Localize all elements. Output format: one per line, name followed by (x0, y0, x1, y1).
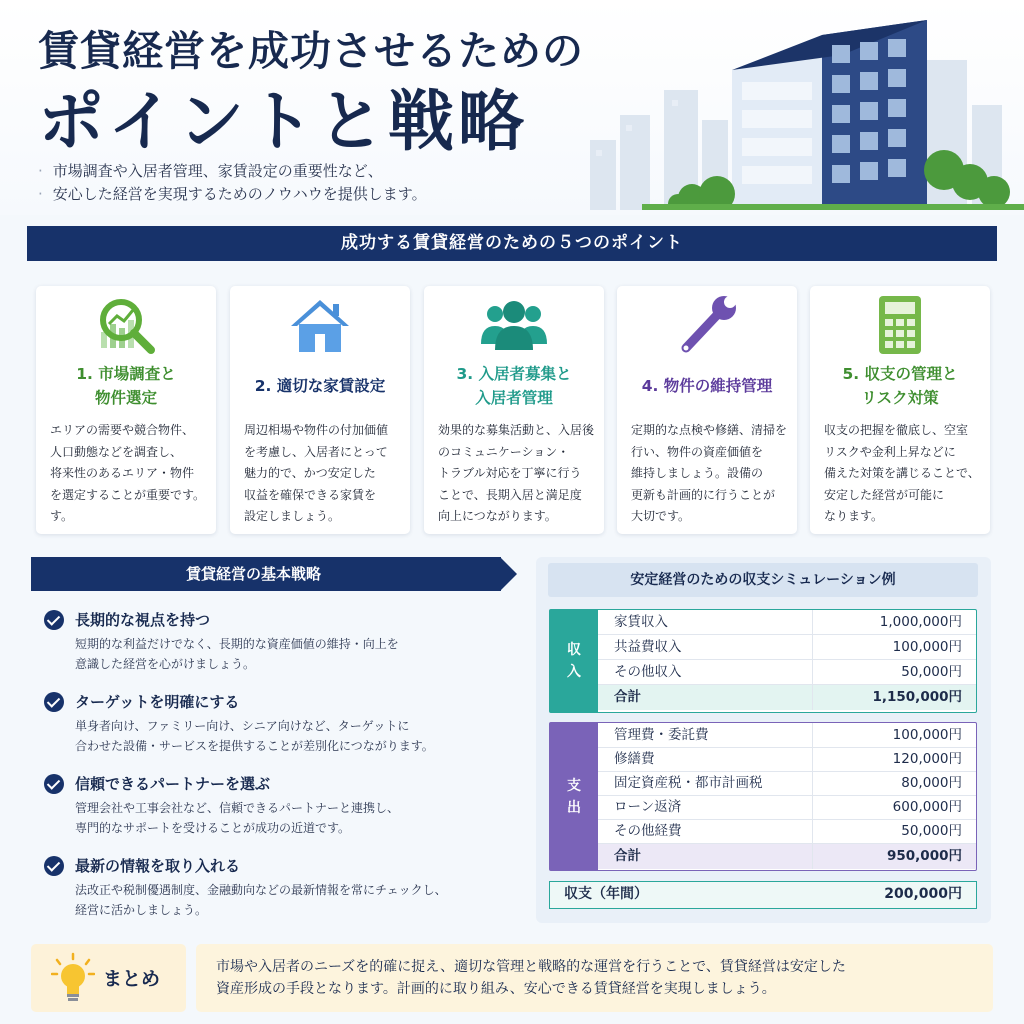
row-name: 合計 (614, 689, 641, 705)
row-name: 家賃収入 (614, 614, 668, 630)
row-name: 管理費・委託費 (614, 727, 709, 743)
row-value: 600,000円 (812, 795, 962, 820)
summary-text (196, 944, 993, 1012)
text-line: 短期的な利益だけでなく、長期的な資産価値の維持・向上を (75, 637, 399, 651)
text-line: 更新も計画的に行うことが (631, 487, 776, 502)
row-value: 1,000,000円 (812, 610, 962, 635)
text-line: 行い、物件の資産価値を (631, 444, 764, 459)
text-line: 経営に活かしましょう。 (75, 903, 208, 917)
summary-line: 資産形成の手段となります。計画的に取り組み、安心できる賃貸経営を実現しましょう。 (216, 981, 776, 997)
house-icon (230, 294, 410, 358)
row-value: 120,000円 (812, 747, 962, 772)
people-icon (424, 294, 604, 358)
strategy-heading: 賃貸経営の基本戦略 (31, 557, 501, 591)
page-title-line2: ポイントと戦略 (38, 83, 528, 160)
wrench-icon (617, 294, 797, 358)
text-line: 効果的な募集活動と、入居後 (438, 423, 595, 437)
income-total-row (598, 685, 976, 710)
text-line: 意識した経営を心がけましょう。 (75, 657, 256, 671)
summary-label: まとめ (103, 968, 161, 990)
magnifier-chart-icon (36, 294, 216, 358)
point-card-text (438, 420, 596, 528)
strategy-item-title: 長期的な視点を持つ (75, 611, 211, 629)
point-card-title (621, 360, 793, 412)
strategy-heading-arrow (500, 557, 517, 591)
point-card-finance (810, 286, 990, 534)
check-circle-icon (44, 692, 64, 712)
text-line: 法改正や税制優遇制度、金融動向などの最新情報を常にチェックし、 (75, 883, 447, 897)
title-line: 2. 適切な家賃設定 (254, 377, 386, 395)
label-char: 収 (567, 642, 581, 658)
table-row (598, 795, 976, 820)
lightbulb-icon (51, 952, 95, 1004)
expense-table (549, 722, 977, 871)
row-name: 合計 (614, 848, 641, 864)
row-value: 1,150,000円 (812, 685, 962, 710)
strategy-item-text (75, 634, 514, 674)
text-line: 定期的な点検や修繕、清掃を (631, 423, 788, 437)
row-value: 50,000円 (812, 819, 962, 844)
text-line: を選定することが重要です。 (50, 487, 206, 502)
summary-label-box (31, 944, 186, 1012)
strategy-item-text (75, 798, 514, 838)
title-line: 5. 収支の管理と (842, 365, 958, 383)
simulation-panel (536, 557, 991, 923)
text-line: 専門的なサポートを受けることが成功の近道です。 (75, 821, 351, 835)
summary-line: 市場や入居者のニーズを的確に捉え、適切な管理と戦略的な運営を行うことで、賃貸経営は安定した (216, 959, 846, 975)
text-line: リスクや金利上昇などに (824, 444, 956, 459)
page-title-line1: 賃貸経営を成功させるための (38, 27, 584, 75)
text-line: す。 (50, 509, 74, 523)
point-card-rent (230, 286, 410, 534)
point-card-text (631, 420, 789, 528)
row-name: ローン返済 (614, 799, 682, 815)
text-line: 安定した経営が可能に (824, 487, 945, 502)
point-card-maintenance (617, 286, 797, 534)
hero-section (0, 0, 1024, 215)
point-card-market (36, 286, 216, 534)
check-circle-icon (44, 856, 64, 876)
row-value: 100,000円 (812, 635, 962, 660)
point-card-text (824, 420, 982, 528)
text-line: 設定しましょう。 (244, 509, 341, 523)
text-line: 管理会社や工事会社など、信頼できるパートナーと連携し、 (75, 801, 400, 815)
table-row (598, 747, 976, 772)
point-card-tenant (424, 286, 604, 534)
subtitle-line: · 安心した経営を実現するためのノウハウを提供します。 (38, 183, 427, 206)
row-value: 100,000円 (812, 723, 962, 748)
net-label: 収支（年間） (564, 886, 648, 902)
text-line: 魅力的で、かつ安定した (244, 466, 376, 480)
text-line: 単身者向け、ファミリー向け、シニア向けなど、ターゲットに (75, 719, 410, 733)
label-char: 支 (567, 777, 581, 794)
row-value: 80,000円 (812, 771, 962, 796)
title-line: 1. 市場調査と (76, 365, 176, 383)
strategy-item-text (75, 880, 514, 920)
strategy-item-text (75, 716, 514, 756)
text-line: 大切です。 (631, 509, 691, 523)
table-row (598, 819, 976, 844)
row-name: その他経費 (614, 823, 682, 839)
title-line: リスク対策 (861, 389, 939, 407)
text-line: 人口動態などを調査し、 (50, 444, 183, 459)
text-line: 向上につながります。 (438, 509, 557, 523)
text-line: なります。 (824, 509, 884, 523)
title-line: 入居者管理 (475, 389, 553, 407)
strategy-item-title: 信頼できるパートナーを選ぶ (75, 775, 271, 793)
strategy-item-title: ターゲットを明確にする (75, 693, 240, 711)
strategy-item (44, 608, 514, 674)
text-line: 収益を確保できる家賃を (244, 487, 377, 502)
check-circle-icon (44, 610, 64, 630)
strategy-item (44, 690, 514, 756)
calculator-icon (810, 294, 990, 358)
table-row (598, 723, 976, 748)
text-line: のコミュニケーション・ (438, 444, 570, 459)
text-line: 合わせた設備・サービスを提供することが差別化につながります。 (75, 739, 434, 753)
text-line: エリアの需要や競合物件、 (50, 423, 195, 437)
table-row (598, 660, 976, 685)
point-card-title (234, 360, 406, 412)
text-line: 収支の把握を徹底し、空室 (824, 423, 969, 437)
text-line: 備えた対策を講じることで、 (824, 466, 980, 480)
text-line: 周辺相場や物件の付加価値 (244, 423, 389, 437)
text-line: を考慮し、入居者にとって (244, 444, 388, 459)
simulation-heading: 安定経営のための収支シミュレーション例 (548, 563, 978, 597)
row-name: 修繕費 (614, 751, 655, 767)
point-card-text (50, 420, 208, 528)
strategy-item (44, 772, 514, 838)
row-name: 共益費収入 (614, 639, 682, 655)
point-card-text (244, 420, 402, 528)
net-value: 200,000円 (884, 886, 962, 902)
row-value: 50,000円 (812, 660, 962, 685)
row-name: その他収入 (614, 664, 682, 680)
income-table (549, 609, 977, 713)
points-heading: 成功する賃貸経営のための５つのポイント (27, 226, 997, 261)
net-balance-row (549, 881, 977, 909)
text-line: ことで、長期入居と満足度 (438, 487, 582, 502)
subtitle-line: · 市場調査や入居者管理、家賃設定の重要性など、 (38, 160, 427, 183)
text-line: 将来性のあるエリア・物件 (50, 466, 195, 480)
label-char: 出 (567, 799, 581, 816)
text-line: 維持しましょう。設備の (631, 466, 764, 480)
page-subtitle (38, 160, 427, 206)
title-line: 3. 入居者募集と (456, 365, 572, 383)
expense-total-row (598, 844, 976, 869)
text-line: トラブル対応を丁寧に行う (438, 466, 582, 480)
strategy-item-title: 最新の情報を取り入れる (75, 857, 241, 875)
label-char: 入 (567, 664, 581, 680)
strategy-item (44, 854, 514, 920)
point-card-title (428, 360, 600, 412)
table-row (598, 610, 976, 635)
check-circle-icon (44, 774, 64, 794)
title-line: 物件選定 (94, 389, 157, 407)
income-label (550, 610, 598, 712)
point-card-title (814, 360, 986, 412)
building-illustration (582, 10, 1024, 210)
expense-label (550, 723, 598, 870)
row-name: 固定資産税・都市計画税 (614, 775, 763, 791)
row-value: 950,000円 (812, 844, 962, 869)
point-card-title (40, 360, 212, 412)
table-row (598, 771, 976, 796)
title-line: 4. 物件の維持管理 (641, 377, 773, 395)
table-row (598, 635, 976, 660)
